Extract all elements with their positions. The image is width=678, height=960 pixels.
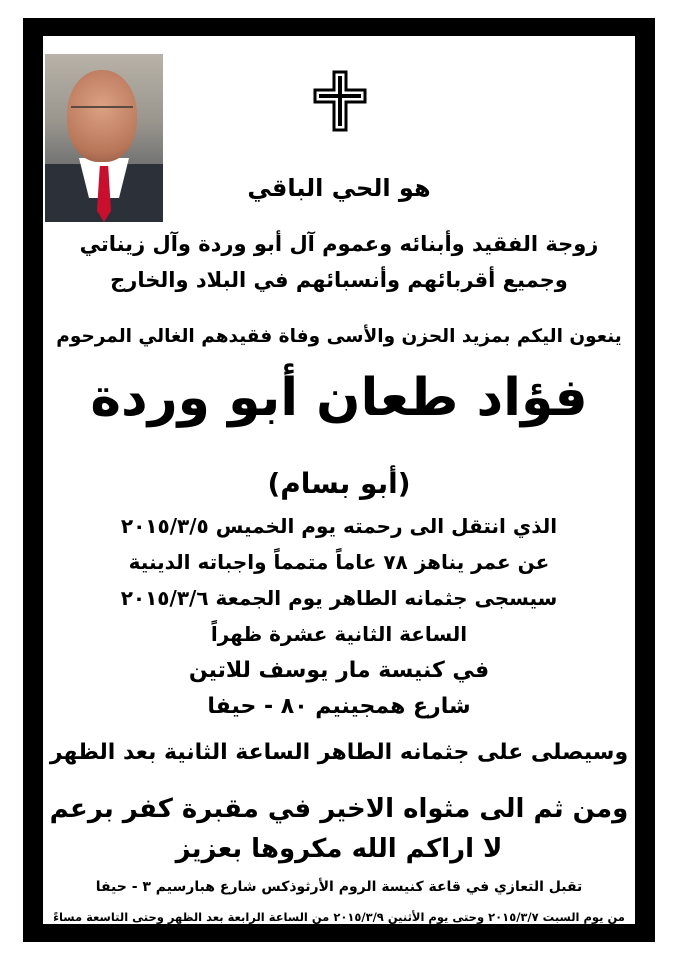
burial-line: ومن ثم الى مثواه الاخير في مقبرة كفر برعم [49,794,629,824]
nickname: (أبو بسام) [267,467,411,500]
age-line: عن عمر يناهز ٧٨ عاماً متمماً واجباته الدينية [128,550,550,574]
church-line: في كنيسة مار يوسف للاتين [188,658,490,683]
prayer-line: وسيصلى على جثمانه الطاهر الساعة الثانية بعد الظهر [49,740,629,765]
announcement-line: ينعون اليكم بمزيد الحزن والأسى وفاة فقيدهم الغالي المرحوم [56,326,622,347]
cross-icon [311,70,369,132]
header-text: هو الحي الباقي [247,174,431,202]
condolence-time-line: من يوم السبت ٢٠١٥/٣/٧ وحتى يوم الأثنين ٢٠١٥/٣/٩ من الساعة الرابعة بعد الظهر وحتى التاسعة مساءً [53,910,625,924]
notice-panel [43,36,635,924]
deceased-name: فؤاد طعان أبو وردة [90,368,588,428]
black-border-frame [23,18,655,942]
family-line: زوجة الفقيد وأبنائه وعموم آل أبو وردة وآل زيناتي [79,232,599,256]
closing-line: لا اراكم الله مكروها بعزيز [175,834,503,864]
relatives-line: وجميع أقربائهم وأنسبائهم في البلاد والخارج [110,268,568,292]
death-date-line: الذي انتقل الى رحمته يوم الخميس ٢٠١٥/٣/٥ [120,514,558,538]
viewing-date-line: سيسجى جثمانه الطاهر يوم الجمعة ٢٠١٥/٣/٦ [120,586,558,610]
address-line: شارع همجينيم ٨٠ - حيفا [207,694,471,719]
viewing-time-line: الساعة الثانية عشرة ظهراً [210,622,468,646]
condolence-location-line: تقبل التعازي في قاعة كنيسة الروم الأرثوذكس شارع هبارسيم ٣ - حيفا [95,879,583,895]
